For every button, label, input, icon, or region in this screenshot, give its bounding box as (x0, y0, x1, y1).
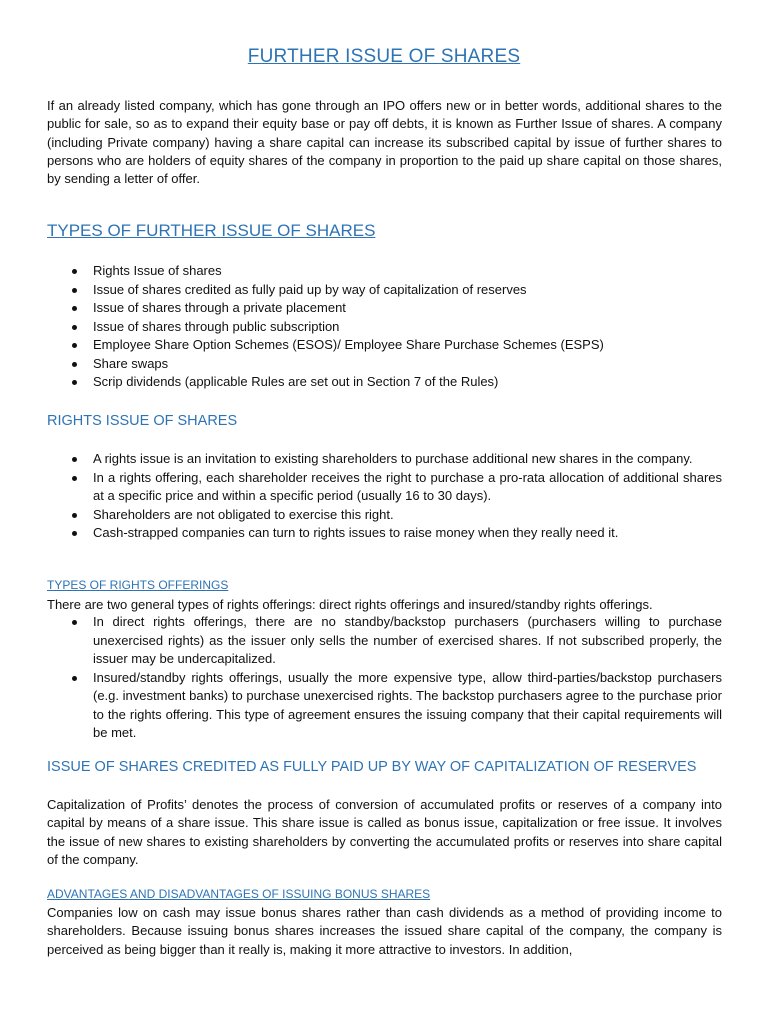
list-item: Issue of shares credited as fully paid up by way of capitalization of reserves (47, 281, 722, 300)
bullet-icon (72, 362, 77, 367)
bullet-icon (72, 620, 77, 625)
list-item: Employee Share Option Schemes (ESOS)/ Employee Share Purchase Schemes (ESPS) (47, 336, 722, 355)
bullet-icon (72, 288, 77, 293)
intro-paragraph: If an already listed company, which has gone through an IPO offers new or in better words, additional shares to the public for sale, so as to expand their equity base or pay off debts, it is known as Further Issue of shares. A company (including Private company) having a share capital can increase its subscribed capital by issue of further shares to persons who are holders of equity shares of the company in proportion to the paid up share capital on those shares, by sending a letter of offer. (47, 98, 722, 187)
types-heading: TYPES OF FURTHER ISSUE OF SHARES (47, 221, 376, 240)
list-item: Issue of shares through public subscription (47, 318, 722, 337)
bullet-icon (72, 476, 77, 481)
rights-issue-list (47, 450, 722, 543)
capitalization-heading: ISSUE OF SHARES CREDITED AS FULLY PAID UP BY WAY OF CAPITALIZATION OF RESERVES (47, 759, 697, 775)
list-item: Scrip dividends (applicable Rules are set out in Section 7 of the Rules) (47, 373, 722, 392)
page-title: FURTHER ISSUE OF SHARES (247, 46, 521, 67)
bullet-icon (72, 513, 77, 518)
list-item: Shareholders are not obligated to exercise this right. (47, 506, 722, 525)
rights-issue-heading: RIGHTS ISSUE OF SHARES (47, 413, 238, 429)
bullet-icon (72, 531, 77, 536)
types-list (47, 262, 722, 392)
bullet-icon (72, 343, 77, 348)
bullet-icon (72, 676, 77, 681)
bonus-shares-paragraph: Companies low on cash may issue bonus shares rather than cash dividends as a method of providing income to shareholders. Because issuing bonus shares increases the issued share capital of the company, the company is perceived as being bigger than it really is, making it more attractive to investors. In addition, (47, 905, 722, 957)
bullet-icon (72, 457, 77, 462)
rights-offerings-heading: TYPES OF RIGHTS OFFERINGS (47, 578, 229, 592)
rights-offerings-list (47, 613, 722, 743)
list-item: Issue of shares through a private placement (47, 299, 722, 318)
bullet-icon (72, 306, 77, 311)
list-item: A rights issue is an invitation to existing shareholders to purchase additional new shares in the company. (47, 450, 722, 469)
list-item: In direct rights offerings, there are no standby/backstop purchasers (purchasers willing to purchase unexercised rights) as the issuer only sells the number of exercised shares. If not subscribed properly, the issuer may be undercapitalized. (47, 613, 722, 669)
list-item: In a rights offering, each shareholder receives the right to purchase a pro-rata allocation of additional shares at a specific price and within a specific period (usually 16 to 30 days). (47, 469, 722, 506)
list-item: Cash-strapped companies can turn to rights issues to raise money when they really need it. (47, 524, 722, 543)
list-item: Rights Issue of shares (47, 262, 722, 281)
list-item: Share swaps (47, 355, 722, 374)
rights-offerings-intro: There are two general types of rights offerings: direct rights offerings and insured/standby rights offerings. (47, 597, 653, 612)
bonus-shares-heading: ADVANTAGES AND DISADVANTAGES OF ISSUING BONUS SHARES (47, 887, 431, 901)
list-item: Insured/standby rights offerings, usually the more expensive type, allow third-parties/backstop purchasers (e.g. investment banks) to purchase unexercised rights. The backstop purchasers agree to the purchase prior to the rights offering. This type of agreement ensures the issuing company that their capital requirements will be met. (47, 669, 722, 743)
capitalization-paragraph: Capitalization of Profits’ denotes the process of conversion of accumulated profits or reserves of a company into capital by means of a share issue. This share issue is called as bonus issue, capitalization or free issue. It involves the issue of new shares to existing shareholders by converting the accumulated profits or reserves into share capital of the company. (47, 797, 722, 867)
bullet-icon (72, 269, 77, 274)
bullet-icon (72, 380, 77, 385)
bullet-icon (72, 325, 77, 330)
